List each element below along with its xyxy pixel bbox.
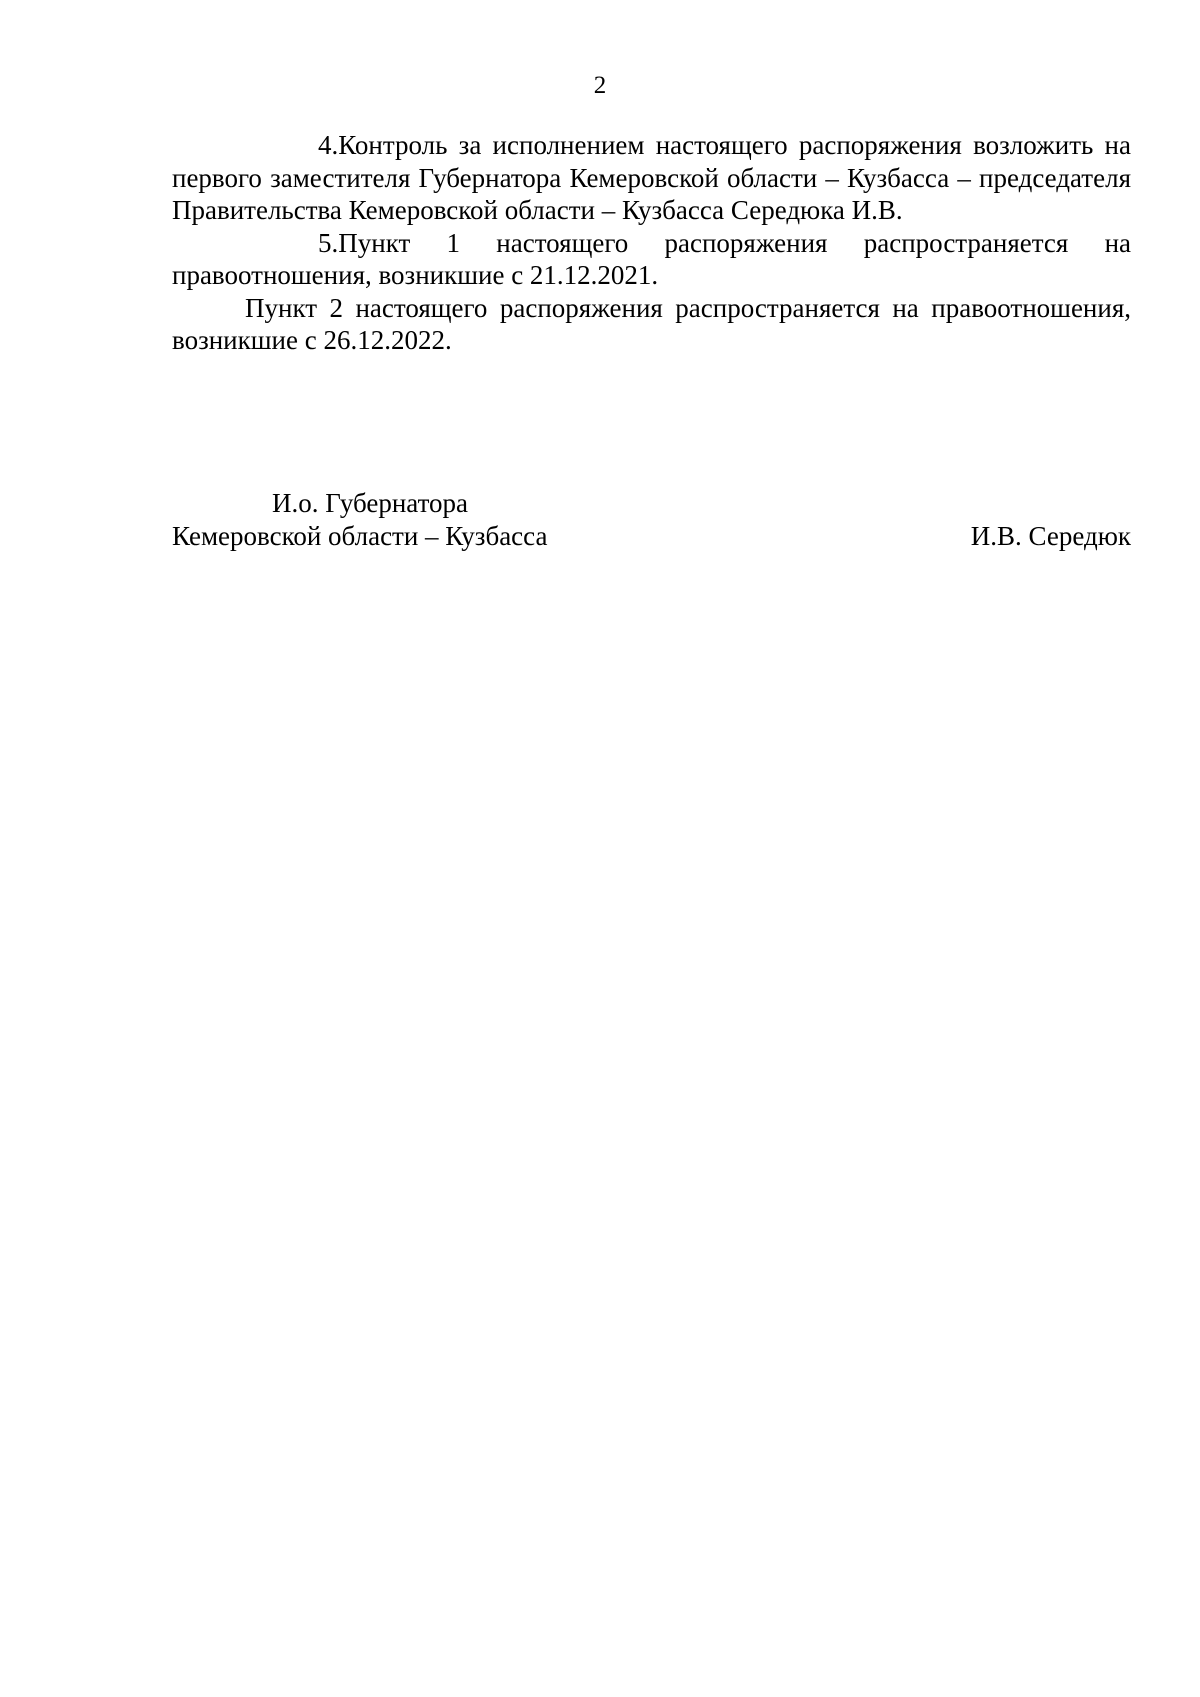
signatory-title: И.о. Губернатора <box>272 488 469 518</box>
paragraph-text: Пункт 1 настоящего распоряжения распространяется на правоотношения, возникшие с 21.12.2021. <box>172 227 1131 290</box>
paragraph-number: 5. <box>318 227 339 258</box>
page-number: 2 <box>593 72 607 99</box>
paragraph-4 <box>172 129 1131 227</box>
signatory-row <box>172 520 1131 553</box>
signature-block <box>172 487 1131 552</box>
paragraph-text: Контроль за исполнением настоящего распоряжения возложить на первого заместителя Губернатора Кемеровской области – Кузбасса – председателя Правительства Кемеровской области – Кузбасса Середюка И.В. <box>172 130 1131 225</box>
signatory-region: Кемеровской области – Кузбасса <box>172 520 548 551</box>
signatory-name: И.В. Середюк <box>970 520 1131 551</box>
paragraph-number: 4. <box>318 130 339 160</box>
document-body <box>172 129 1131 357</box>
paragraph-5 <box>172 227 1131 292</box>
paragraph-5-continued <box>172 292 1131 357</box>
paragraph-text: Пункт 2 настоящего распоряжения распространяется на правоотношения, возникшие с 26.12.2022. <box>172 292 1131 355</box>
